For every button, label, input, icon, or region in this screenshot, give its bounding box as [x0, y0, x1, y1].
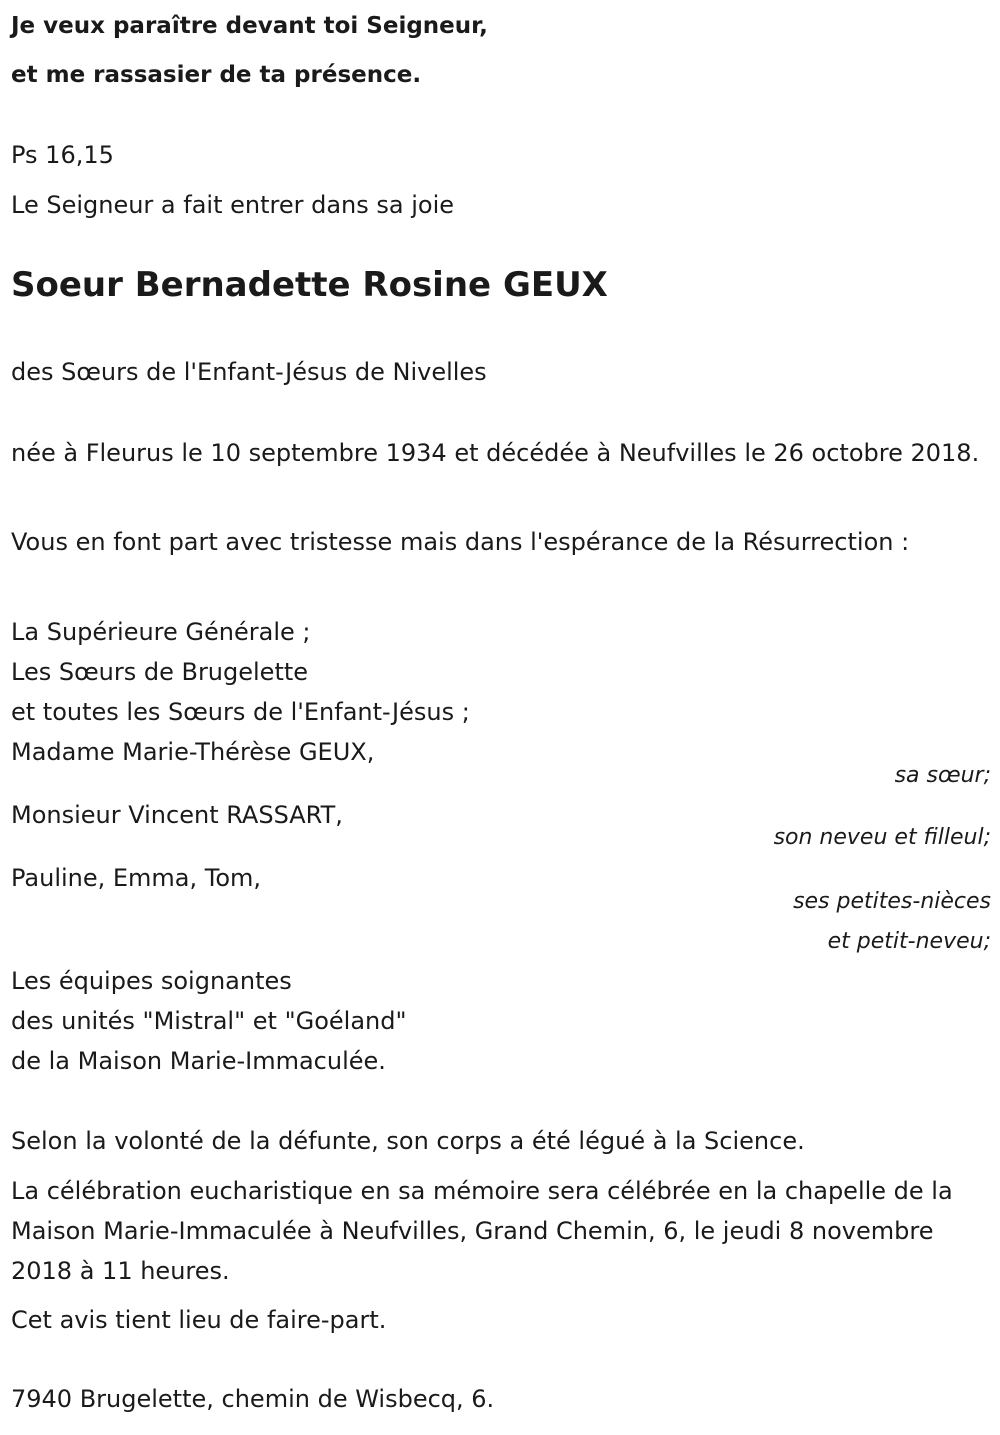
family-line-1: La Supérieure Générale ; [11, 618, 311, 646]
care-line-1: Les équipes soignantes [11, 967, 292, 995]
family-person-3-name: Pauline, Emma, Tom, [11, 864, 262, 892]
family-person-2-relation: son neveu et filleul; [773, 825, 991, 850]
family-person-3-relation-2: et petit-neveu; [827, 929, 991, 954]
deceased-name: Soeur Bernadette Rosine GEUX [11, 265, 608, 305]
notice-statement: Cet avis tient lieu de faire-part. [11, 1306, 387, 1334]
birth-death-dates: née à Fleurus le 10 septembre 1934 et décédée à Neufvilles le 26 octobre 2018. [11, 439, 980, 467]
psalm-reference: Ps 16,15 [11, 141, 114, 169]
congregation: des Sœurs de l'Enfant-Jésus de Nivelles [11, 358, 487, 386]
family-person-1-name: Madame Marie-Thérèse GEUX, [11, 738, 375, 766]
care-line-3: de la Maison Marie-Immaculée. [11, 1047, 386, 1075]
epigraph-line-2: et me rassasier de ta présence. [11, 62, 422, 88]
family-person-2-name: Monsieur Vincent RASSART, [11, 801, 343, 829]
address: 7940 Brugelette, chemin de Wisbecq, 6. [11, 1385, 495, 1413]
epigraph-line-1: Je veux paraître devant toi Seigneur, [11, 13, 488, 39]
celebration-details: La célébration eucharistique en sa mémoire sera célébrée en la chapelle de la Maison Marie-Immaculée à Neufvilles, Grand Chemin, 6, le jeudi 8 novembre 2018 à 11 heures. [11, 1177, 953, 1285]
science-statement: Selon la volonté de la défunte, son corps a été légué à la Science. [11, 1127, 805, 1155]
announcement: Vous en font part avec tristesse mais dans l'espérance de la Résurrection : [11, 528, 910, 556]
family-person-1-relation: sa sœur; [894, 763, 991, 788]
care-line-2: des unités "Mistral" et "Goéland" [11, 1007, 407, 1035]
family-person-3-relation-1: ses petites-nièces [793, 889, 991, 914]
family-line-3: et toutes les Sœurs de l'Enfant-Jésus ; [11, 698, 470, 726]
intro-text: Le Seigneur a fait entrer dans sa joie [11, 191, 455, 219]
family-line-2: Les Sœurs de Brugelette [11, 658, 309, 686]
